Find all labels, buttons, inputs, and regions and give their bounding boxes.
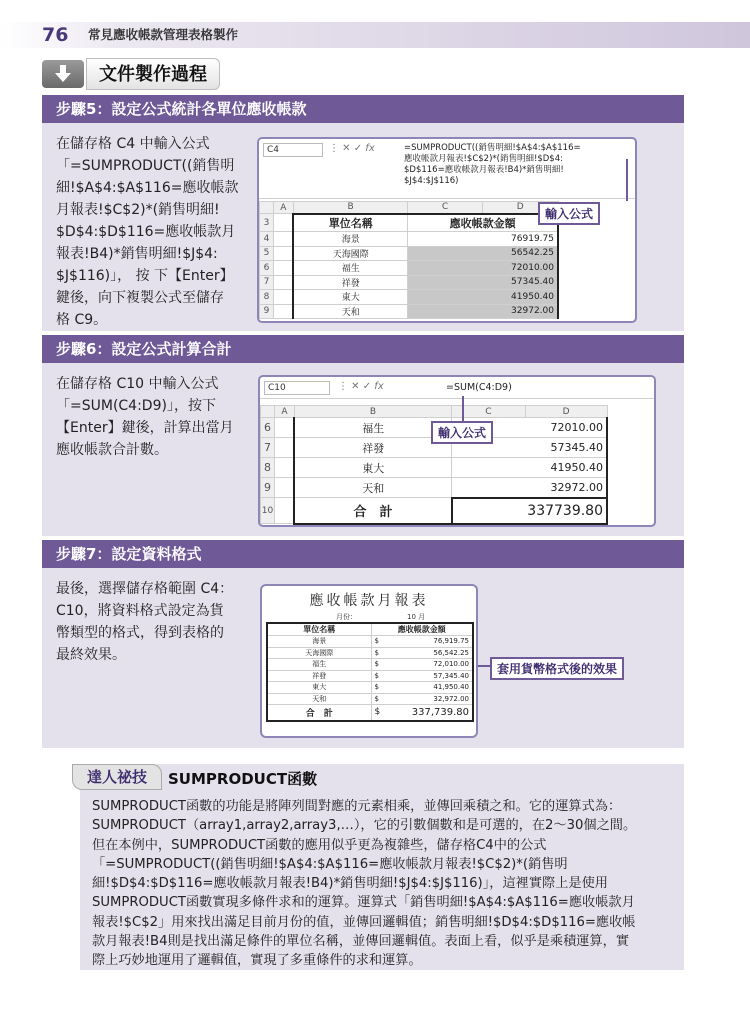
row-header[interactable]: 6	[261, 418, 275, 438]
cell[interactable]	[273, 261, 293, 276]
step6-line: 【Enter】鍵後，計算出當月	[56, 420, 234, 436]
callout-connector	[462, 396, 464, 422]
formula-bar	[259, 139, 635, 199]
callout-connector	[626, 159, 628, 201]
currency-symbol: $	[371, 705, 385, 721]
total-amount-cell[interactable]: 337739.80	[452, 498, 607, 524]
section-heading	[42, 58, 222, 90]
step7-callout: 套用貨幣格式後的效果	[490, 657, 624, 680]
name-cell[interactable]: 天海國際	[293, 246, 407, 261]
total-label-cell[interactable]: 合 計	[267, 705, 371, 721]
name-cell[interactable]: 祥發	[294, 438, 451, 458]
name-cell[interactable]: 福生	[294, 418, 451, 438]
col-header[interactable]: D	[525, 406, 607, 418]
amount-cell[interactable]: 41,950.40	[385, 682, 473, 694]
formula-text[interactable]: =SUM(C4:D9)	[446, 382, 512, 393]
name-box[interactable]: C10	[264, 381, 330, 395]
total-amount-cell[interactable]: 337,739.80	[385, 705, 473, 721]
amount-cell[interactable]: 57345.40	[408, 275, 558, 290]
step5-line: 在儲存格 C4 中輸入公式	[56, 136, 210, 152]
formula-line: $J$4:$J$116)	[404, 176, 459, 186]
col-header[interactable]: B	[294, 406, 451, 418]
name-cell[interactable]: 東大	[294, 458, 451, 478]
amount-cell[interactable]: 72010.00	[408, 261, 558, 276]
col-header[interactable]: C	[408, 202, 483, 214]
down-arrow-icon	[42, 60, 84, 88]
amount-cell[interactable]: 57,345.40	[385, 670, 473, 682]
tips-body	[92, 797, 672, 971]
cell[interactable]	[274, 498, 294, 524]
step7-line: C10，將資料格式設定為貨	[56, 603, 224, 619]
step6-spreadsheet	[258, 375, 656, 527]
name-cell[interactable]: 海景	[267, 636, 371, 648]
header-cell[interactable]: 單位名稱	[267, 623, 371, 636]
cell[interactable]	[273, 304, 293, 319]
name-cell[interactable]: 福生	[267, 659, 371, 671]
amount-cell[interactable]: 72,010.00	[385, 659, 473, 671]
name-box[interactable]: C4	[263, 143, 323, 157]
currency-symbol: $	[371, 647, 385, 659]
header-cell[interactable]: 應收帳款金額	[371, 623, 473, 636]
name-cell[interactable]: 福生	[293, 261, 407, 276]
row-header[interactable]: 8	[261, 458, 275, 478]
amount-cell[interactable]: 56542.25	[408, 246, 558, 261]
row-header[interactable]: 9	[261, 478, 275, 498]
step7-report	[260, 584, 478, 738]
step7-description	[56, 578, 248, 666]
page-header-bar	[0, 22, 750, 48]
step7-line: 最終效果。	[56, 647, 126, 663]
cancel-icon[interactable]: ⋮ ✕ ✓ fx	[338, 381, 384, 392]
row-header[interactable]: 7	[260, 275, 274, 290]
step5-line: $D$4:$D$116=應收帳款月	[56, 224, 236, 240]
row-header[interactable]: 9	[260, 304, 274, 319]
currency-symbol: $	[371, 636, 385, 648]
name-cell[interactable]: 東大	[267, 682, 371, 694]
tips-line: 報表!$C$2」用來找出滿足目前月份的值，並傳回邏輯值；銷售明細!$D$4:$D$116=應收帳	[92, 914, 636, 930]
step5-line: 報表!B4)*銷售明細!$J$4:	[56, 246, 218, 262]
name-cell[interactable]: 東大	[293, 290, 407, 305]
step6-description	[56, 373, 248, 461]
name-cell[interactable]: 祥發	[293, 275, 407, 290]
formula-line: =SUMPRODUCT((銷售明細!$A$4:$A$116=	[404, 143, 581, 153]
callout-connector	[478, 665, 490, 667]
col-header[interactable]: D	[482, 202, 558, 214]
step5-line: 「=SUMPRODUCT((銷售明	[56, 158, 235, 174]
tips-line: 但在本例中，SUMPRODUCT函數的應用似乎更為複雜些，儲存格C4中的公式	[92, 837, 547, 853]
total-label-cell[interactable]: 合 計	[294, 498, 451, 524]
tips-line: SUMPRODUCT函數的功能是將陣列間對應的元素相乘，並傳回乘積之和。它的運算式為：	[92, 799, 622, 814]
page-number: 76	[42, 24, 69, 46]
name-cell[interactable]: 天和	[267, 693, 371, 705]
row-header[interactable]: 6	[260, 261, 274, 276]
tips-title: SUMPRODUCT函數	[168, 770, 318, 788]
step5-title: 步驟5：設定公式統計各單位應收帳款	[42, 95, 684, 123]
step6-line: 應收帳款合計數。	[56, 442, 168, 458]
tips-line: 細!$D$4:$D$116=應收帳款月報表!B4)*銷售明細!$J$4:$J$116)」，這裡實際上是使用	[92, 876, 608, 892]
tips-line: SUMPRODUCT函數實現多條件求和的運算。運算式「銷售明細!$A$4:$A$116=應收帳款月	[92, 895, 635, 911]
section-title: 文件製作過程	[86, 58, 220, 90]
name-cell[interactable]: 天海國際	[267, 647, 371, 659]
currency-symbol: $	[371, 659, 385, 671]
tips-line: 款月報表!B4則是找出滿足條件的單位名稱，並傳回邏輯值。表面上看，似乎是乘積運算，實	[92, 934, 630, 950]
formula-line: $D$116=應收帳款月報表!B4)*銷售明細!	[404, 165, 564, 175]
tips-line: 際上巧妙地運用了邏輯值，實現了多重條件的求和運算。	[92, 953, 422, 969]
tips-line: SUMPRODUCT（array1,array2,array3,…），它的引數個數和是可選的，在2～30個之間。	[92, 818, 637, 834]
step5-line: 細!$A$4:$A$116=應收帳款	[56, 180, 239, 196]
col-header[interactable]: A	[274, 406, 294, 418]
row-header[interactable]: 4	[260, 232, 274, 247]
chapter-title: 常見應收帳款管理表格製作	[88, 27, 239, 42]
step6-line: 「=SUM(C4:D9)」，按下	[56, 398, 216, 414]
currency-symbol: $	[371, 693, 385, 705]
row-header[interactable]: 7	[261, 438, 275, 458]
name-cell[interactable]: 祥發	[267, 670, 371, 682]
step7-title: 步驟7：設定資料格式	[42, 540, 684, 568]
cell[interactable]	[273, 232, 293, 247]
cell[interactable]	[273, 275, 293, 290]
formula-bar	[260, 377, 654, 399]
amount-cell[interactable]: 57345.40	[452, 438, 607, 458]
tips-tag: 達人祕技	[72, 764, 162, 790]
formula-line: 應收帳款月報表!$C$2)*(銷售明細!$D$4:	[404, 154, 563, 164]
col-header[interactable]: C	[452, 406, 526, 418]
amount-cell[interactable]: 32,972.00	[385, 693, 473, 705]
step5-description	[56, 133, 246, 331]
month-value: 10 月	[407, 613, 426, 621]
row-header[interactable]: 10	[261, 498, 275, 524]
cell[interactable]	[274, 438, 294, 458]
cell[interactable]	[274, 418, 294, 438]
amount-cell[interactable]: 41950.40	[452, 458, 607, 478]
step7-line: 幣類型的格式，得到表格的	[56, 625, 224, 641]
row-header[interactable]: 5	[260, 246, 274, 261]
step5-line: 格 C9。	[56, 312, 108, 328]
step6-callout: 輸入公式	[431, 421, 493, 444]
currency-symbol: $	[371, 670, 385, 682]
cell[interactable]	[274, 478, 294, 498]
cancel-icon[interactable]: ⋮ ✕ ✓ fx	[329, 143, 375, 154]
step5-panel	[42, 123, 684, 331]
step6-line: 在儲存格 C10 中輸入公式	[56, 376, 219, 392]
row-header[interactable]: 8	[260, 290, 274, 305]
header-cell[interactable]: 單位名稱	[293, 214, 407, 232]
sheet-grid	[259, 201, 559, 319]
col-header[interactable]: B	[293, 202, 407, 214]
amount-cell[interactable]: 76,919.75	[385, 636, 473, 648]
month-label: 月份：	[336, 613, 357, 621]
cell[interactable]	[273, 290, 293, 305]
cell[interactable]	[273, 246, 293, 261]
report-title: 應收帳款月報表	[309, 593, 429, 609]
name-cell[interactable]: 天和	[293, 304, 407, 319]
amount-cell[interactable]: 76919.75	[408, 232, 558, 247]
formula-text[interactable]	[404, 143, 581, 187]
report-table	[266, 622, 474, 722]
amount-cell[interactable]: 32972.00	[408, 304, 558, 319]
name-cell[interactable]: 海景	[293, 232, 407, 247]
currency-symbol: $	[371, 682, 385, 694]
cell[interactable]	[273, 214, 293, 232]
step7-line: 最後，選擇儲存格範圍 C4：	[56, 581, 234, 597]
row-header[interactable]: 3	[260, 214, 274, 232]
amount-cell[interactable]: 32972.00	[452, 478, 607, 498]
step7-panel	[42, 568, 684, 748]
amount-cell[interactable]: 72010.00	[452, 418, 607, 438]
header-cell[interactable]: 應收帳款金額	[408, 214, 558, 232]
step5-line: $J$116)」， 按 下【Enter】	[56, 268, 234, 284]
amount-cell[interactable]: 56,542.25	[385, 647, 473, 659]
cell[interactable]	[274, 458, 294, 478]
col-header[interactable]: A	[273, 202, 293, 214]
step6-panel	[42, 363, 684, 536]
step5-line: 月報表!$C$2)*(銷售明細!	[56, 202, 220, 218]
step6-title: 步驟6：設定公式計算合計	[42, 335, 684, 363]
step5-callout: 輸入公式	[538, 202, 600, 225]
name-cell[interactable]: 天和	[294, 478, 451, 498]
amount-cell[interactable]: 41950.40	[408, 290, 558, 305]
step5-spreadsheet	[257, 137, 637, 323]
step5-line: 鍵後，向下複製公式至儲存	[56, 290, 224, 306]
tips-line: 「=SUMPRODUCT((銷售明細!$A$4:$A$116=應收帳款月報表!$C$2)*(銷售明	[92, 856, 568, 872]
